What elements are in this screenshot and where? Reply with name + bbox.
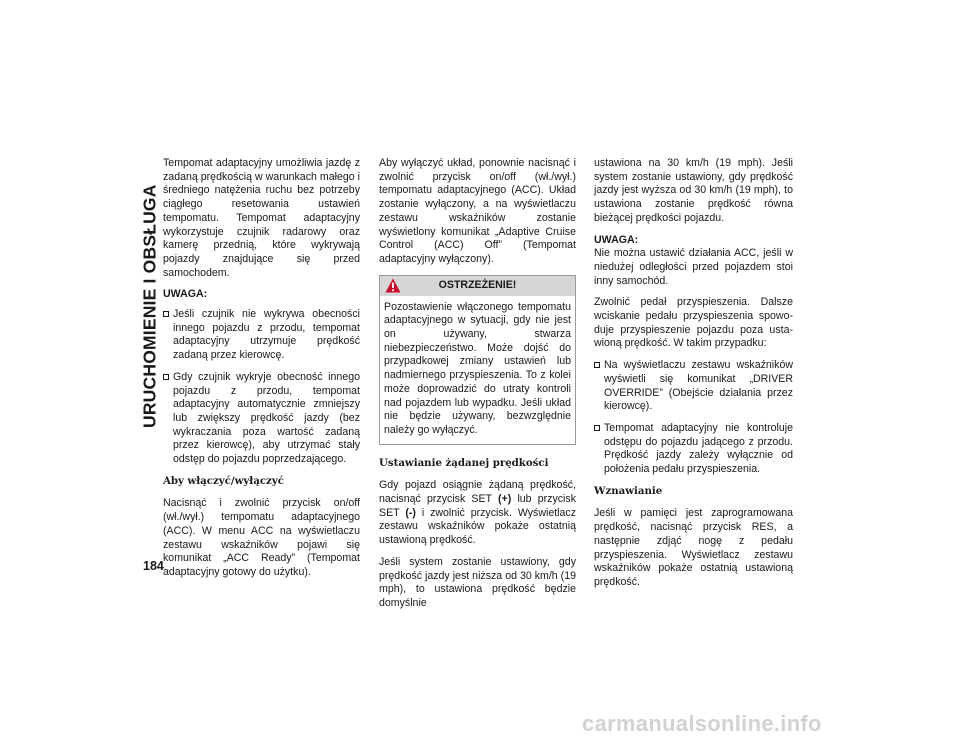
checkbox-bullet-icon [163, 374, 169, 380]
checkbox-bullet-icon [594, 362, 600, 368]
text-run: i zwolnić przycisk. Wyświetlacz zestawu wskaźników pokaże ostatnią ustawioną prędkość. [379, 506, 576, 547]
checkbox-bullet-icon [594, 425, 600, 431]
section-title: URUCHOMIENIE I OBSŁUGA [139, 184, 160, 428]
paragraph: Zwolnić pedał przyspieszenia. Dalsze wciskanie pedału przyspieszenia spowoduje przyspieszenie pojazdu poza ustawioną prędkość. W takim przypadku: [594, 296, 793, 350]
intro-paragraph: Tempomat adaptacyjny umożliwia jazdę z zadaną prędkością w warunkach małego i średniego natężenia ruchu bez potrzeby ciągłego resetowania ustawień tempomatu. Tempomat adaptacyjny wykorzystuje czujnik radarowy oraz kamerę przednią, które wykrywają pojazdy znajdujące się przed samochodem. [163, 157, 360, 279]
list-item [594, 359, 793, 414]
column-3 [594, 157, 793, 598]
warning-title: OSTRZEŻENIE! [438, 278, 517, 291]
list-item-text: Gdy czujnik wykryje obecność innego pojazdu z przodu, tempomat adaptacyjny automatycznie zmniejszy lub zwiększy prędkość jazdy (bez wykraczania poza wartość zadaną przez kierowcę), aby utrzymać stały odstęp do pojazdu poprzedzającego. [173, 370, 360, 466]
paragraph [379, 479, 576, 548]
column-2 [379, 157, 576, 619]
note-label: UWAGA: [163, 288, 208, 301]
section-heading: Aby włączyć/wyłączyć [163, 474, 284, 487]
list-item [163, 371, 360, 467]
paragraph: Nie można ustawić działania ACC, jeśli w niedużej odległości przed pojazdem stoi inny samochód. [594, 247, 793, 287]
paragraph: Jeśli w pamięci jest zaprogramowana prędkość, nacisnąć przycisk RES, a następnie zdjąć nogę z pedału przyspieszenia. Wyświetlacz zestawu wskaźników pokaże ostatnią ustawioną prędkość. [594, 507, 793, 588]
warning-triangle-icon [385, 278, 401, 293]
list-item [594, 422, 793, 477]
note-list [163, 308, 360, 467]
paragraph: Nacisnąć i zwolnić przycisk on/off (wł./wył.) tempomatu adaptacyjnego (ACC). W menu ACC na wyświetlaczu zestawu wskaźników pojawi się komunikat „ACC Ready” (Tempomat adaptacyjny gotowy do użytku). [163, 497, 360, 578]
text-run: Gdy pojazd osiągnie żądaną prędkość, nacisnąć przycisk SET [379, 479, 576, 506]
watermark: carmanualsonline.info [582, 711, 822, 736]
column-1 [163, 157, 360, 588]
override-list [594, 359, 793, 477]
text-run: lub przycisk SET [379, 493, 577, 519]
section-heading: Wznawianie [594, 484, 663, 497]
paragraph: Aby wyłączyć układ, ponownie nacisnąć i zwolnić przycisk on/off (wł./wył.) tempomatu adaptacyjnego (ACC). Układ zostanie wyłączony, a na wyświetlaczu zestawu wskaźników zostanie wyświetlony komunikat „Adaptive Cruise Control (ACC) Off” (Tempomat adaptacyjny wyłączony). [379, 157, 576, 265]
note-label: UWAGA: [594, 233, 639, 246]
warning-text: Pozostawienie włączonego tempomatu adaptacyjnego w sytuacji, gdy nie jest on używany, stwarza niebezpieczeństwo. Może dojść do przypadkowej zmiany ustawień lub nadmiernego przyspieszenia. To z kolei może doprowadzić do utraty kontroli nad pojazdem lub wypadku. Jeśli układ nie będzie używany, bezwzględnie należy go wyłączyć. [384, 300, 571, 436]
paragraph: ustawiona na 30 km/h (19 mph). Jeśli system zostanie ustawiony, gdy prędkość jazdy jest wyższa od 30 km/h (19 mph), to ustawiona zostanie prędkość równa bieżącej prędkości pojazdu. [594, 157, 793, 224]
page-number: 184 [143, 559, 164, 573]
warning-box [379, 275, 576, 445]
warning-header [380, 276, 575, 296]
checkbox-bullet-icon [163, 311, 169, 317]
plus-symbol: (+) [498, 493, 512, 506]
paragraph: Jeśli system zostanie ustawiony, gdy prędkość jazdy jest niższa od 30 km/h (19 mph), to ustawiona prędkość będzie domyślnie [379, 555, 576, 609]
minus-symbol: (-) [405, 506, 416, 519]
list-item [163, 308, 360, 363]
list-item-text: Jeśli czujnik nie wykrywa obecności innego pojazdu z przodu, tempomat adaptacyjny utrzymuje prędkość zadaną przez kierowcę. [173, 308, 360, 362]
list-item-text: Tempomat adaptacyjny nie kontroluje odstępu do pojazdu jadącego z przodu. Prędkość jazdy zależy wyłącznie od położenia pedału przyspieszenia. [604, 421, 793, 476]
list-item-text: Na wyświetlaczu zestawu wskaźników wyświetli się komunikat „DRIVER OVERRIDE” (Obejście działania przez kierowcę). [604, 359, 793, 413]
section-heading: Ustawianie żądanej prędkości [379, 456, 549, 469]
